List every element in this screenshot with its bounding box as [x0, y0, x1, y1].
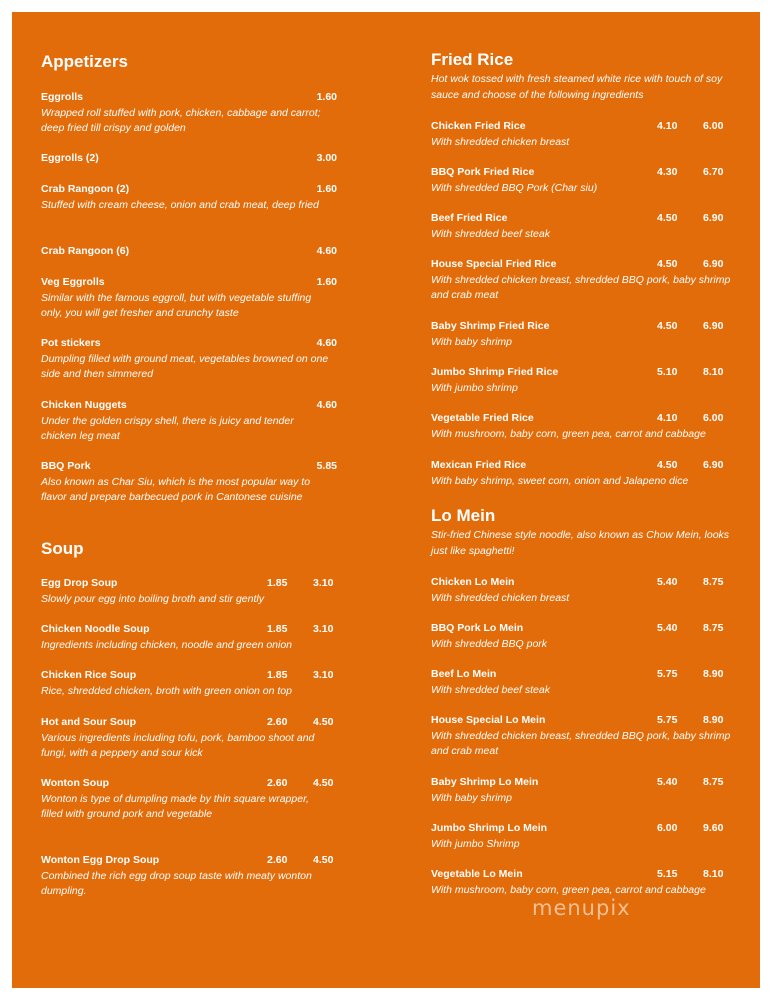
item-description: Rice, shredded chicken, broth with green onion on top — [41, 684, 292, 697]
item-description: With shredded chicken breast — [431, 591, 570, 604]
item-price-large: 8.75 — [703, 776, 724, 788]
menu-item — [41, 398, 351, 445]
menu-item — [41, 275, 351, 322]
menu-item — [431, 667, 749, 698]
item-price-small: 4.50 — [657, 459, 678, 471]
menu-item — [431, 365, 749, 396]
item-name: Wonton Egg Drop Soup — [41, 854, 160, 866]
item-name: Vegetable Fried Rice — [431, 412, 534, 424]
item-name: Hot and Sour Soup — [41, 716, 137, 728]
item-price-large: 4.50 — [313, 854, 334, 866]
item-price-small: 5.15 — [657, 868, 678, 880]
item-description: Wonton is type of dumpling made by thin square wrapper, filled with ground pork and vegetable — [41, 792, 309, 820]
item-description: With mushroom, baby corn, green pea, carrot and cabbage — [431, 883, 706, 896]
menu-item — [41, 336, 351, 383]
item-description: With shredded chicken breast — [431, 135, 570, 148]
menu-item — [431, 165, 749, 196]
item-description: With mushroom, baby corn, green pea, carrot and cabbage — [431, 427, 706, 440]
item-name: Crab Rangoon (6) — [41, 245, 130, 257]
menu-item — [41, 622, 351, 653]
menu-item — [41, 776, 351, 823]
menu-item — [431, 257, 749, 304]
item-price: 1.60 — [316, 91, 337, 103]
item-description: With baby shrimp — [431, 335, 513, 348]
item-description: Dumpling filled with ground meat, vegetables browned on one side and then simmered — [41, 352, 329, 380]
section-intro-lo-mein: Stir-fried Chinese style noodle, also known as Chow Mein, looks just like spaghetti! — [431, 529, 730, 557]
item-description: Ingredients including chicken, noodle and green onion — [41, 638, 293, 651]
section-title-soup: Soup — [41, 539, 84, 558]
item-price-small: 5.10 — [657, 366, 678, 378]
item-price-large: 8.75 — [703, 576, 724, 588]
item-price-small: 4.50 — [657, 320, 678, 332]
item-price-small: 4.50 — [657, 212, 678, 224]
item-price: 1.60 — [316, 276, 337, 288]
item-price-large: 9.60 — [703, 822, 724, 834]
item-name: Chicken Noodle Soup — [41, 623, 150, 635]
item-name: Pot stickers — [41, 337, 101, 349]
menu-item — [431, 621, 749, 652]
menu-item — [41, 90, 351, 137]
menu-item — [431, 411, 749, 442]
item-price-large: 6.90 — [703, 258, 724, 270]
item-name: Baby Shrimp Lo Mein — [431, 776, 539, 788]
menu-item — [41, 151, 351, 167]
item-description: With jumbo Shrimp — [431, 837, 520, 850]
item-price-small: 5.40 — [657, 622, 678, 634]
watermark-logo: menupix — [532, 896, 631, 920]
menu-item — [431, 713, 749, 760]
item-price-small: 6.00 — [657, 822, 678, 834]
item-price-small: 5.75 — [657, 714, 678, 726]
item-description: With shredded beef steak — [431, 227, 550, 240]
menu-item — [41, 715, 351, 762]
item-name: Chicken Fried Rice — [431, 120, 526, 132]
item-description: With shredded BBQ pork — [431, 637, 548, 650]
item-description: Under the golden crispy shell, there is juicy and tender chicken leg meat — [41, 414, 294, 442]
item-name: Chicken Rice Soup — [41, 669, 137, 681]
item-price-small: 1.85 — [267, 577, 288, 589]
menu-item — [41, 244, 351, 260]
item-price-large: 8.10 — [703, 366, 724, 378]
item-price: 4.60 — [316, 399, 337, 411]
item-name: House Special Fried Rice — [431, 258, 557, 270]
menu-item — [41, 576, 351, 607]
menu-item — [431, 211, 749, 242]
item-description: Combined the rich egg drop soup taste with meaty wonton dumpling. — [41, 869, 312, 897]
item-price-small: 1.85 — [267, 669, 288, 681]
item-description: Similar with the famous eggroll, but with vegetable stuffing only, you will get fresher and crunchy taste — [41, 291, 312, 319]
item-price-small: 2.60 — [267, 716, 288, 728]
item-name: Vegetable Lo Mein — [431, 868, 523, 880]
item-price-large: 6.70 — [703, 166, 724, 178]
item-price-small: 4.10 — [657, 412, 678, 424]
item-name: Beef Fried Rice — [431, 212, 508, 224]
menu-item — [41, 182, 351, 213]
item-price-small: 2.60 — [267, 777, 288, 789]
item-description: Slowly pour egg into boiling broth and stir gently — [41, 592, 264, 605]
item-description: Wrapped roll stuffed with pork, chicken, cabbage and carrot; deep fried till crispy and golden — [41, 106, 321, 134]
section-title-fried-rice: Fried Rice — [431, 50, 514, 69]
menu-item — [431, 867, 749, 898]
menu-page — [12, 12, 760, 988]
item-price-small: 4.50 — [657, 258, 678, 270]
item-name: Jumbo Shrimp Fried Rice — [431, 366, 559, 378]
item-price: 4.60 — [316, 245, 337, 257]
item-price-small: 5.40 — [657, 776, 678, 788]
item-description: With baby shrimp — [431, 791, 513, 804]
item-price-large: 8.10 — [703, 868, 724, 880]
menu-item — [431, 575, 749, 606]
item-name: Baby Shrimp Fried Rice — [431, 320, 550, 332]
item-description: Also known as Char Siu, which is the most popular way to flavor and prepare barbecued pork in Cantonese cuisine — [41, 475, 311, 503]
item-name: Crab Rangoon (2) — [41, 183, 130, 195]
item-name: BBQ Pork Fried Rice — [431, 166, 535, 178]
item-price: 1.60 — [316, 183, 337, 195]
menu-item — [431, 821, 749, 852]
item-price-large: 3.10 — [313, 577, 334, 589]
item-price-large: 3.10 — [313, 623, 334, 635]
item-price-large: 6.90 — [703, 212, 724, 224]
item-name: Chicken Lo Mein — [431, 576, 515, 588]
menu-item — [41, 853, 351, 900]
item-price-large: 8.90 — [703, 714, 724, 726]
item-description: With shredded chicken breast, shredded BBQ pork, baby shrimp and crab meat — [431, 729, 731, 757]
section-title-lo-mein: Lo Mein — [431, 506, 496, 525]
item-description: With shredded BBQ Pork (Char siu) — [431, 181, 598, 194]
item-name: House Special Lo Mein — [431, 714, 546, 726]
item-price-small: 4.10 — [657, 120, 678, 132]
item-price-large: 4.50 — [313, 716, 334, 728]
item-price-small: 2.60 — [267, 854, 288, 866]
item-description: With shredded beef steak — [431, 683, 550, 696]
item-price-large: 4.50 — [313, 777, 334, 789]
item-description: With baby shrimp, sweet corn, onion and Jalapeno dice — [431, 474, 689, 487]
item-description: Various ingredients including tofu, pork, bamboo shoot and fungi, with a peppery and sour kick — [41, 731, 315, 759]
item-price-large: 6.00 — [703, 120, 724, 132]
item-price-small: 5.40 — [657, 576, 678, 588]
item-price-large: 8.75 — [703, 622, 724, 634]
item-name: BBQ Pork — [41, 460, 91, 472]
menu-item — [41, 668, 351, 699]
item-price: 5.85 — [316, 460, 337, 472]
item-price: 3.00 — [316, 152, 337, 164]
item-name: BBQ Pork Lo Mein — [431, 622, 524, 634]
item-name: Jumbo Shrimp Lo Mein — [431, 822, 548, 834]
section-intro-fried-rice: Hot wok tossed with fresh steamed white rice with touch of soy sauce and choose of the following ingredients — [431, 73, 723, 101]
menu-item — [41, 459, 351, 506]
item-name: Beef Lo Mein — [431, 668, 497, 680]
item-price-small: 4.30 — [657, 166, 678, 178]
item-price-small: 1.85 — [267, 623, 288, 635]
item-name: Eggrolls — [41, 91, 84, 103]
item-price: 4.60 — [316, 337, 337, 349]
item-price-large: 6.00 — [703, 412, 724, 424]
item-price-small: 5.75 — [657, 668, 678, 680]
section-title-appetizers: Appetizers — [41, 52, 128, 71]
item-name: Veg Eggrolls — [41, 276, 105, 288]
item-price-large: 8.90 — [703, 668, 724, 680]
item-description: With shredded chicken breast, shredded BBQ pork, baby shrimp and crab meat — [431, 273, 731, 301]
item-description: With jumbo shrimp — [431, 381, 518, 394]
menu-item — [431, 319, 749, 350]
menu-item — [431, 119, 749, 150]
item-name: Chicken Nuggets — [41, 399, 127, 411]
menu-item — [431, 775, 749, 806]
item-description: Stuffed with cream cheese, onion and crab meat, deep fried — [41, 198, 319, 211]
item-price-large: 6.90 — [703, 320, 724, 332]
item-name: Eggrolls (2) — [41, 152, 99, 164]
menu-item — [431, 458, 749, 489]
item-price-large: 3.10 — [313, 669, 334, 681]
item-name: Mexican Fried Rice — [431, 459, 527, 471]
item-name: Egg Drop Soup — [41, 577, 118, 589]
item-name: Wonton Soup — [41, 777, 110, 789]
item-price-large: 6.90 — [703, 459, 724, 471]
